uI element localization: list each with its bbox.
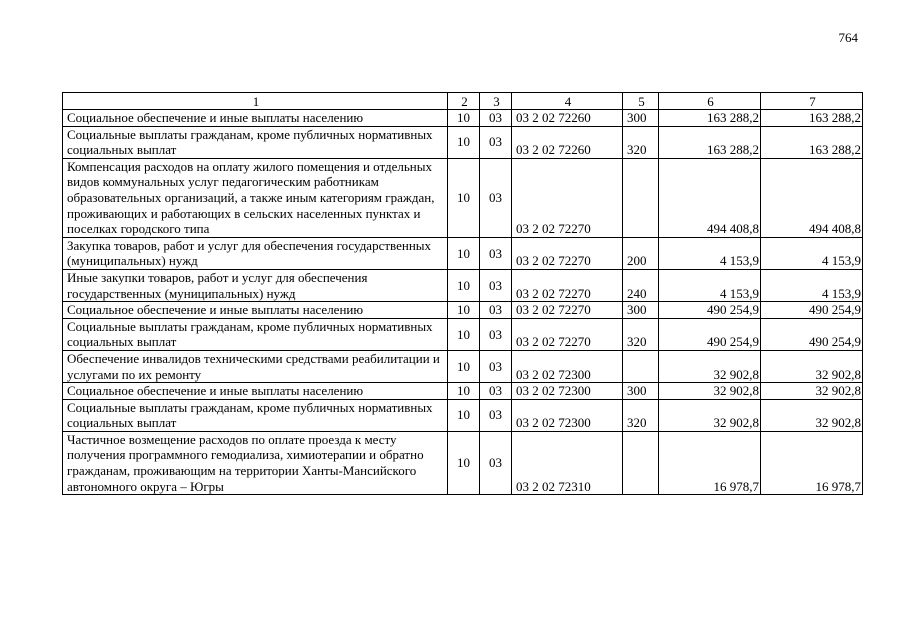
row-subsection: 03 xyxy=(480,302,512,319)
row-name: Социальное обеспечение и иные выплаты населению xyxy=(63,302,448,319)
row-amount-6: 490 254,9 xyxy=(659,318,761,350)
row-expense-type: 300 xyxy=(623,383,659,400)
table-row xyxy=(63,431,863,494)
row-subsection: 03 xyxy=(480,399,512,431)
row-section: 10 xyxy=(448,318,480,350)
row-amount-6: 32 902,8 xyxy=(659,383,761,400)
header-cell: 6 xyxy=(659,93,761,110)
row-expense-type: 300 xyxy=(623,302,659,319)
row-amount-7: 4 153,9 xyxy=(761,269,863,301)
row-amount-6: 16 978,7 xyxy=(659,431,761,494)
row-expense-type xyxy=(623,350,659,382)
row-section: 10 xyxy=(448,383,480,400)
row-amount-7: 32 902,8 xyxy=(761,383,863,400)
row-subsection: 03 xyxy=(480,237,512,269)
row-expense-type: 320 xyxy=(623,126,659,158)
row-subsection: 03 xyxy=(480,269,512,301)
row-target-code: 03 2 02 72270 xyxy=(512,269,623,301)
row-amount-7: 490 254,9 xyxy=(761,318,863,350)
row-amount-6: 163 288,2 xyxy=(659,126,761,158)
row-name: Социальные выплаты гражданам, кроме публичных нормативных социальных выплат xyxy=(63,399,448,431)
row-name: Социальные выплаты гражданам, кроме публичных нормативных социальных выплат xyxy=(63,318,448,350)
row-amount-6: 494 408,8 xyxy=(659,158,761,237)
header-cell: 3 xyxy=(480,93,512,110)
header-cell: 2 xyxy=(448,93,480,110)
table-row xyxy=(63,350,863,382)
row-amount-6: 163 288,2 xyxy=(659,110,761,127)
row-amount-7: 163 288,2 xyxy=(761,126,863,158)
row-subsection: 03 xyxy=(480,383,512,400)
row-expense-type: 320 xyxy=(623,399,659,431)
table-row xyxy=(63,383,863,400)
header-cell: 4 xyxy=(512,93,623,110)
row-subsection: 03 xyxy=(480,158,512,237)
header-cell: 5 xyxy=(623,93,659,110)
row-name: Закупка товаров, работ и услуг для обеспечения государственных (муниципальных) нужд xyxy=(63,237,448,269)
row-expense-type xyxy=(623,158,659,237)
row-subsection: 03 xyxy=(480,431,512,494)
row-amount-6: 32 902,8 xyxy=(659,350,761,382)
header-row xyxy=(63,93,863,110)
table-row xyxy=(63,110,863,127)
row-name: Частичное возмещение расходов по оплате проезда к месту получения программного гемодиализа, химиотерапии и обратно гражданам, проживающим на территории Ханты-Мансийского автономного округа – Югры xyxy=(63,431,448,494)
row-subsection: 03 xyxy=(480,110,512,127)
row-section: 10 xyxy=(448,126,480,158)
row-subsection: 03 xyxy=(480,318,512,350)
row-expense-type: 320 xyxy=(623,318,659,350)
row-target-code: 03 2 02 72260 xyxy=(512,126,623,158)
row-amount-7: 32 902,8 xyxy=(761,350,863,382)
row-expense-type: 200 xyxy=(623,237,659,269)
row-amount-7: 4 153,9 xyxy=(761,237,863,269)
row-amount-6: 490 254,9 xyxy=(659,302,761,319)
table-row xyxy=(63,399,863,431)
row-section: 10 xyxy=(448,302,480,319)
row-target-code: 03 2 02 72270 xyxy=(512,302,623,319)
table-row xyxy=(63,237,863,269)
table-row xyxy=(63,318,863,350)
row-name: Социальное обеспечение и иные выплаты населению xyxy=(63,110,448,127)
row-expense-type: 240 xyxy=(623,269,659,301)
row-section: 10 xyxy=(448,237,480,269)
row-target-code: 03 2 02 72310 xyxy=(512,431,623,494)
row-subsection: 03 xyxy=(480,126,512,158)
row-target-code: 03 2 02 72300 xyxy=(512,350,623,382)
table-row xyxy=(63,269,863,301)
row-name: Иные закупки товаров, работ и услуг для обеспечения государственных (муниципальных) нужд xyxy=(63,269,448,301)
row-target-code: 03 2 02 72260 xyxy=(512,110,623,127)
page-number: 764 xyxy=(838,30,858,45)
row-section: 10 xyxy=(448,269,480,301)
row-name: Социальные выплаты гражданам, кроме публичных нормативных социальных выплат xyxy=(63,126,448,158)
row-target-code: 03 2 02 72270 xyxy=(512,237,623,269)
row-section: 10 xyxy=(448,431,480,494)
row-amount-7: 490 254,9 xyxy=(761,302,863,319)
row-section: 10 xyxy=(448,350,480,382)
row-section: 10 xyxy=(448,110,480,127)
row-name: Социальное обеспечение и иные выплаты населению xyxy=(63,383,448,400)
row-name: Обеспечение инвалидов техническими средствами реабилитации и услугами по их ремонту xyxy=(63,350,448,382)
row-amount-7: 163 288,2 xyxy=(761,110,863,127)
header-cell: 7 xyxy=(761,93,863,110)
row-amount-7: 494 408,8 xyxy=(761,158,863,237)
row-section: 10 xyxy=(448,158,480,237)
row-amount-7: 32 902,8 xyxy=(761,399,863,431)
row-expense-type xyxy=(623,431,659,494)
row-section: 10 xyxy=(448,399,480,431)
row-target-code: 03 2 02 72270 xyxy=(512,158,623,237)
row-target-code: 03 2 02 72300 xyxy=(512,383,623,400)
row-subsection: 03 xyxy=(480,350,512,382)
row-amount-7: 16 978,7 xyxy=(761,431,863,494)
table-row xyxy=(63,158,863,237)
table-row xyxy=(63,126,863,158)
table-row xyxy=(63,302,863,319)
budget-table xyxy=(62,92,863,495)
row-expense-type: 300 xyxy=(623,110,659,127)
row-amount-6: 4 153,9 xyxy=(659,237,761,269)
row-amount-6: 4 153,9 xyxy=(659,269,761,301)
row-name: Компенсация расходов на оплату жилого помещения и отдельных видов коммунальных услуг педагогическим работникам образовательных организаций, а также иным категориям граждан, проживающих и работающих в сельских населенных пунктах и поселках городского типа xyxy=(63,158,448,237)
header-cell: 1 xyxy=(63,93,448,110)
row-target-code: 03 2 02 72300 xyxy=(512,399,623,431)
row-target-code: 03 2 02 72270 xyxy=(512,318,623,350)
row-amount-6: 32 902,8 xyxy=(659,399,761,431)
